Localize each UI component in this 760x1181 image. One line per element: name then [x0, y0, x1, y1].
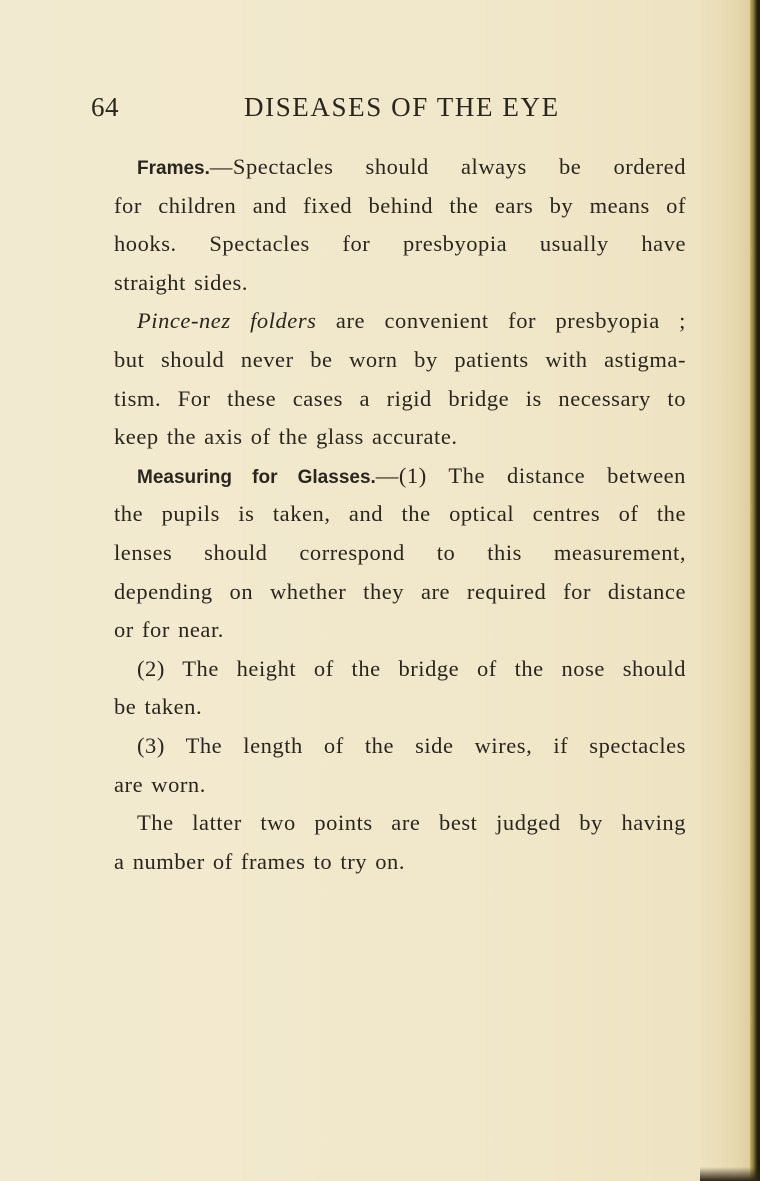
- text-line: be taken.: [114, 694, 203, 720]
- text-line: [114, 302, 686, 341]
- text-line: a number of frames to try on.: [114, 848, 405, 874]
- side-heading-measuring: Measuring for Glasses.: [137, 466, 376, 488]
- text-span: —(1) The distance between: [375, 462, 686, 488]
- text-line: lenses should correspond to this measurement,: [114, 539, 686, 565]
- text-line: hooks. Spectacles for presbyopia usually have: [114, 231, 686, 257]
- body-text: [114, 148, 686, 881]
- page-corner-shadow: [700, 1167, 760, 1181]
- text-line: the pupils is taken, and the optical centres of the: [114, 501, 686, 527]
- text-line: but should never be worn by patients with astigma-: [114, 346, 686, 372]
- page-header: [0, 92, 760, 132]
- text-line: The latter two points are best judged by having: [137, 810, 686, 836]
- text-line: (3) The length of the side wires, if spectacles: [137, 732, 686, 758]
- text-line: for children and fixed behind the ears by means of: [114, 192, 686, 218]
- italic-term: Pince-nez folders: [137, 308, 317, 334]
- text-line: or for near.: [114, 617, 224, 643]
- running-head: DISEASES OF THE EYE: [244, 92, 560, 122]
- text-line: are worn.: [114, 771, 206, 797]
- page-number: 64: [91, 92, 119, 122]
- text-line: [114, 457, 686, 496]
- page-binding-edge: [750, 0, 760, 1181]
- text-line: [114, 148, 686, 187]
- text-span: —Spectacles should always be ordered: [209, 154, 686, 179]
- text-line: straight sides.: [114, 269, 248, 295]
- text-line: keep the axis of the glass accurate.: [114, 424, 458, 450]
- text-line: depending on whether they are required for distance: [114, 578, 686, 604]
- text-line: (2) The height of the bridge of the nose should: [137, 655, 686, 681]
- text-span: are convenient for presbyopia ;: [316, 308, 686, 334]
- side-heading-frames: Frames.: [137, 158, 210, 179]
- text-line: tism. For these cases a rigid bridge is necessary to: [114, 385, 686, 411]
